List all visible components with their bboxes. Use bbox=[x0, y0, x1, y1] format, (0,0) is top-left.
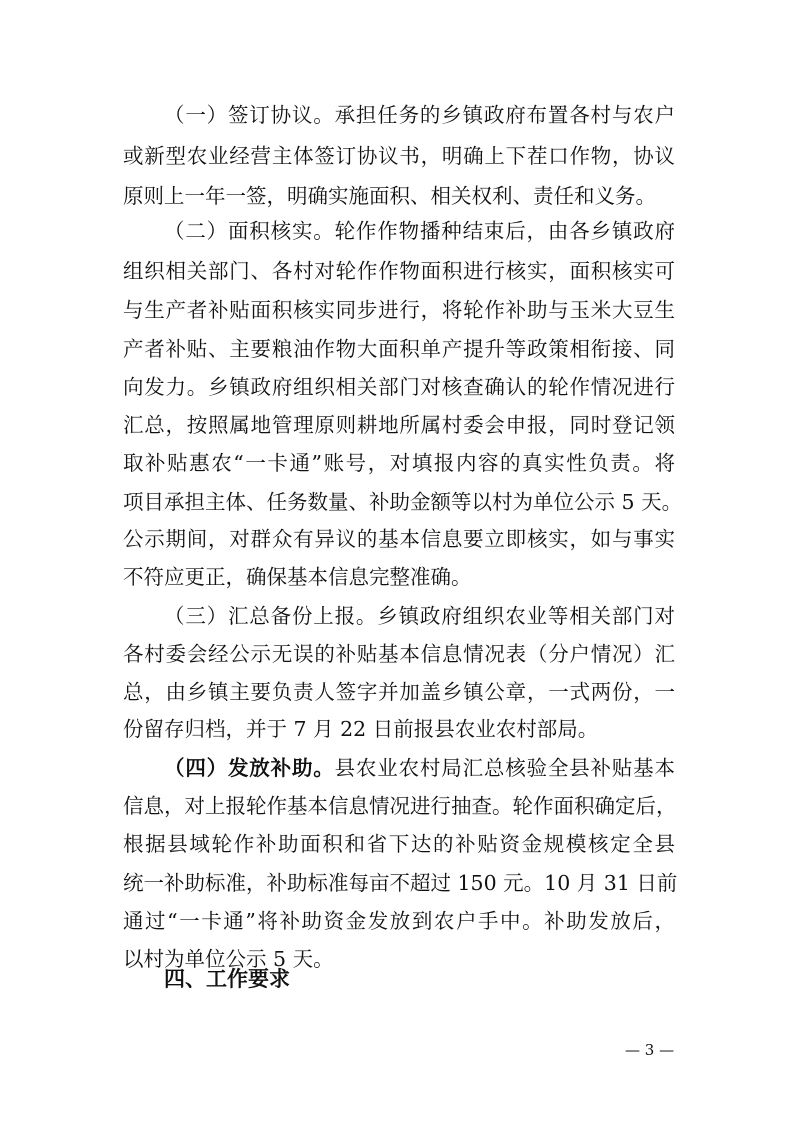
paragraph-2-line-8: 项目承担主体、任务数量、补助金额等以村为单位公示 5 天。 bbox=[123, 490, 683, 514]
paragraph-2-line-6: 汇总，按照属地管理原则耕地所属村委会申报，同时登记领 bbox=[123, 413, 675, 437]
paragraph-1-line-3: 原则上一年一签，明确实施面积、相关权利、责任和义务。 bbox=[123, 184, 656, 208]
paragraph-4-line-5: 通过“一卡通”将补助资金发放到农户手中。补助发放后， bbox=[123, 909, 675, 933]
paragraph-2-line-5: 向发力。乡镇政府组织相关部门对核查确认的轮作情况进行 bbox=[123, 375, 675, 399]
paragraph-4-line-6: 以村为单位公示 5 天。 bbox=[123, 947, 334, 971]
paragraph-2-line-1: （二）面积核实。轮作作物播种结束后，由各乡镇政府 bbox=[164, 219, 675, 243]
section-heading: 四、工作要求 bbox=[164, 967, 290, 991]
paragraph-2-line-3: 与生产者补贴面积核实同步进行，将轮作补助与玉米大豆生 bbox=[123, 298, 675, 322]
paragraph-4-line-4: 统一补助标准，补助标准每亩不超过 150 元。10 月 31 日前 bbox=[123, 871, 678, 895]
paragraph-4-line-3: 根据县域轮作补助面积和省下达的补贴资金规模核定全县 bbox=[123, 832, 675, 856]
page-number: — 3 — bbox=[625, 1041, 675, 1059]
paragraph-4-line-1 bbox=[164, 749, 675, 787]
paragraph-3-line-1: （三）汇总备份上报。乡镇政府组织农业等相关部门对 bbox=[164, 604, 675, 628]
paragraph-3-line-4: 份留存归档，并于 7 月 22 日前报县农业农村部局。 bbox=[123, 717, 599, 741]
paragraph-3-line-2: 各村委会经公示无误的补贴基本信息情况表（分户情况）汇 bbox=[123, 642, 675, 666]
paragraph-2-line-7: 取补贴惠农“一卡通”账号，对填报内容的真实性负责。将 bbox=[123, 451, 675, 475]
paragraph-4-line-2: 信息，对上报轮作基本信息情况进行抽查。轮作面积确定后， bbox=[123, 794, 677, 818]
paragraph-2-line-9: 公示期间，对群众有异议的基本信息要立即核实，如与事实 bbox=[123, 527, 675, 551]
paragraph-1-line-2: 或新型农业经营主体签订协议书，明确上下茬口作物，协议 bbox=[123, 144, 675, 168]
paragraph-1-line-1: （一）签订协议。承担任务的乡镇政府布置各村与农户 bbox=[164, 103, 675, 127]
paragraph-2-line-2: 组织相关部门、各村对轮作作物面积进行核实，面积核实可 bbox=[123, 259, 675, 283]
paragraph-2-line-4: 产者补贴、主要粮油作物大面积单产提升等政策相衔接、同 bbox=[123, 337, 675, 361]
paragraph-4-first-rest: 县农业农村局汇总核验全县补贴基本 bbox=[334, 756, 675, 780]
paragraph-4-lead: （四）发放补助。 bbox=[164, 756, 335, 780]
paragraph-3-line-3: 总，由乡镇主要负责人签字并加盖乡镇公章，一式两份，一 bbox=[123, 680, 675, 704]
paragraph-2-line-10: 不符应更正，确保基本信息完整准确。 bbox=[123, 565, 472, 589]
